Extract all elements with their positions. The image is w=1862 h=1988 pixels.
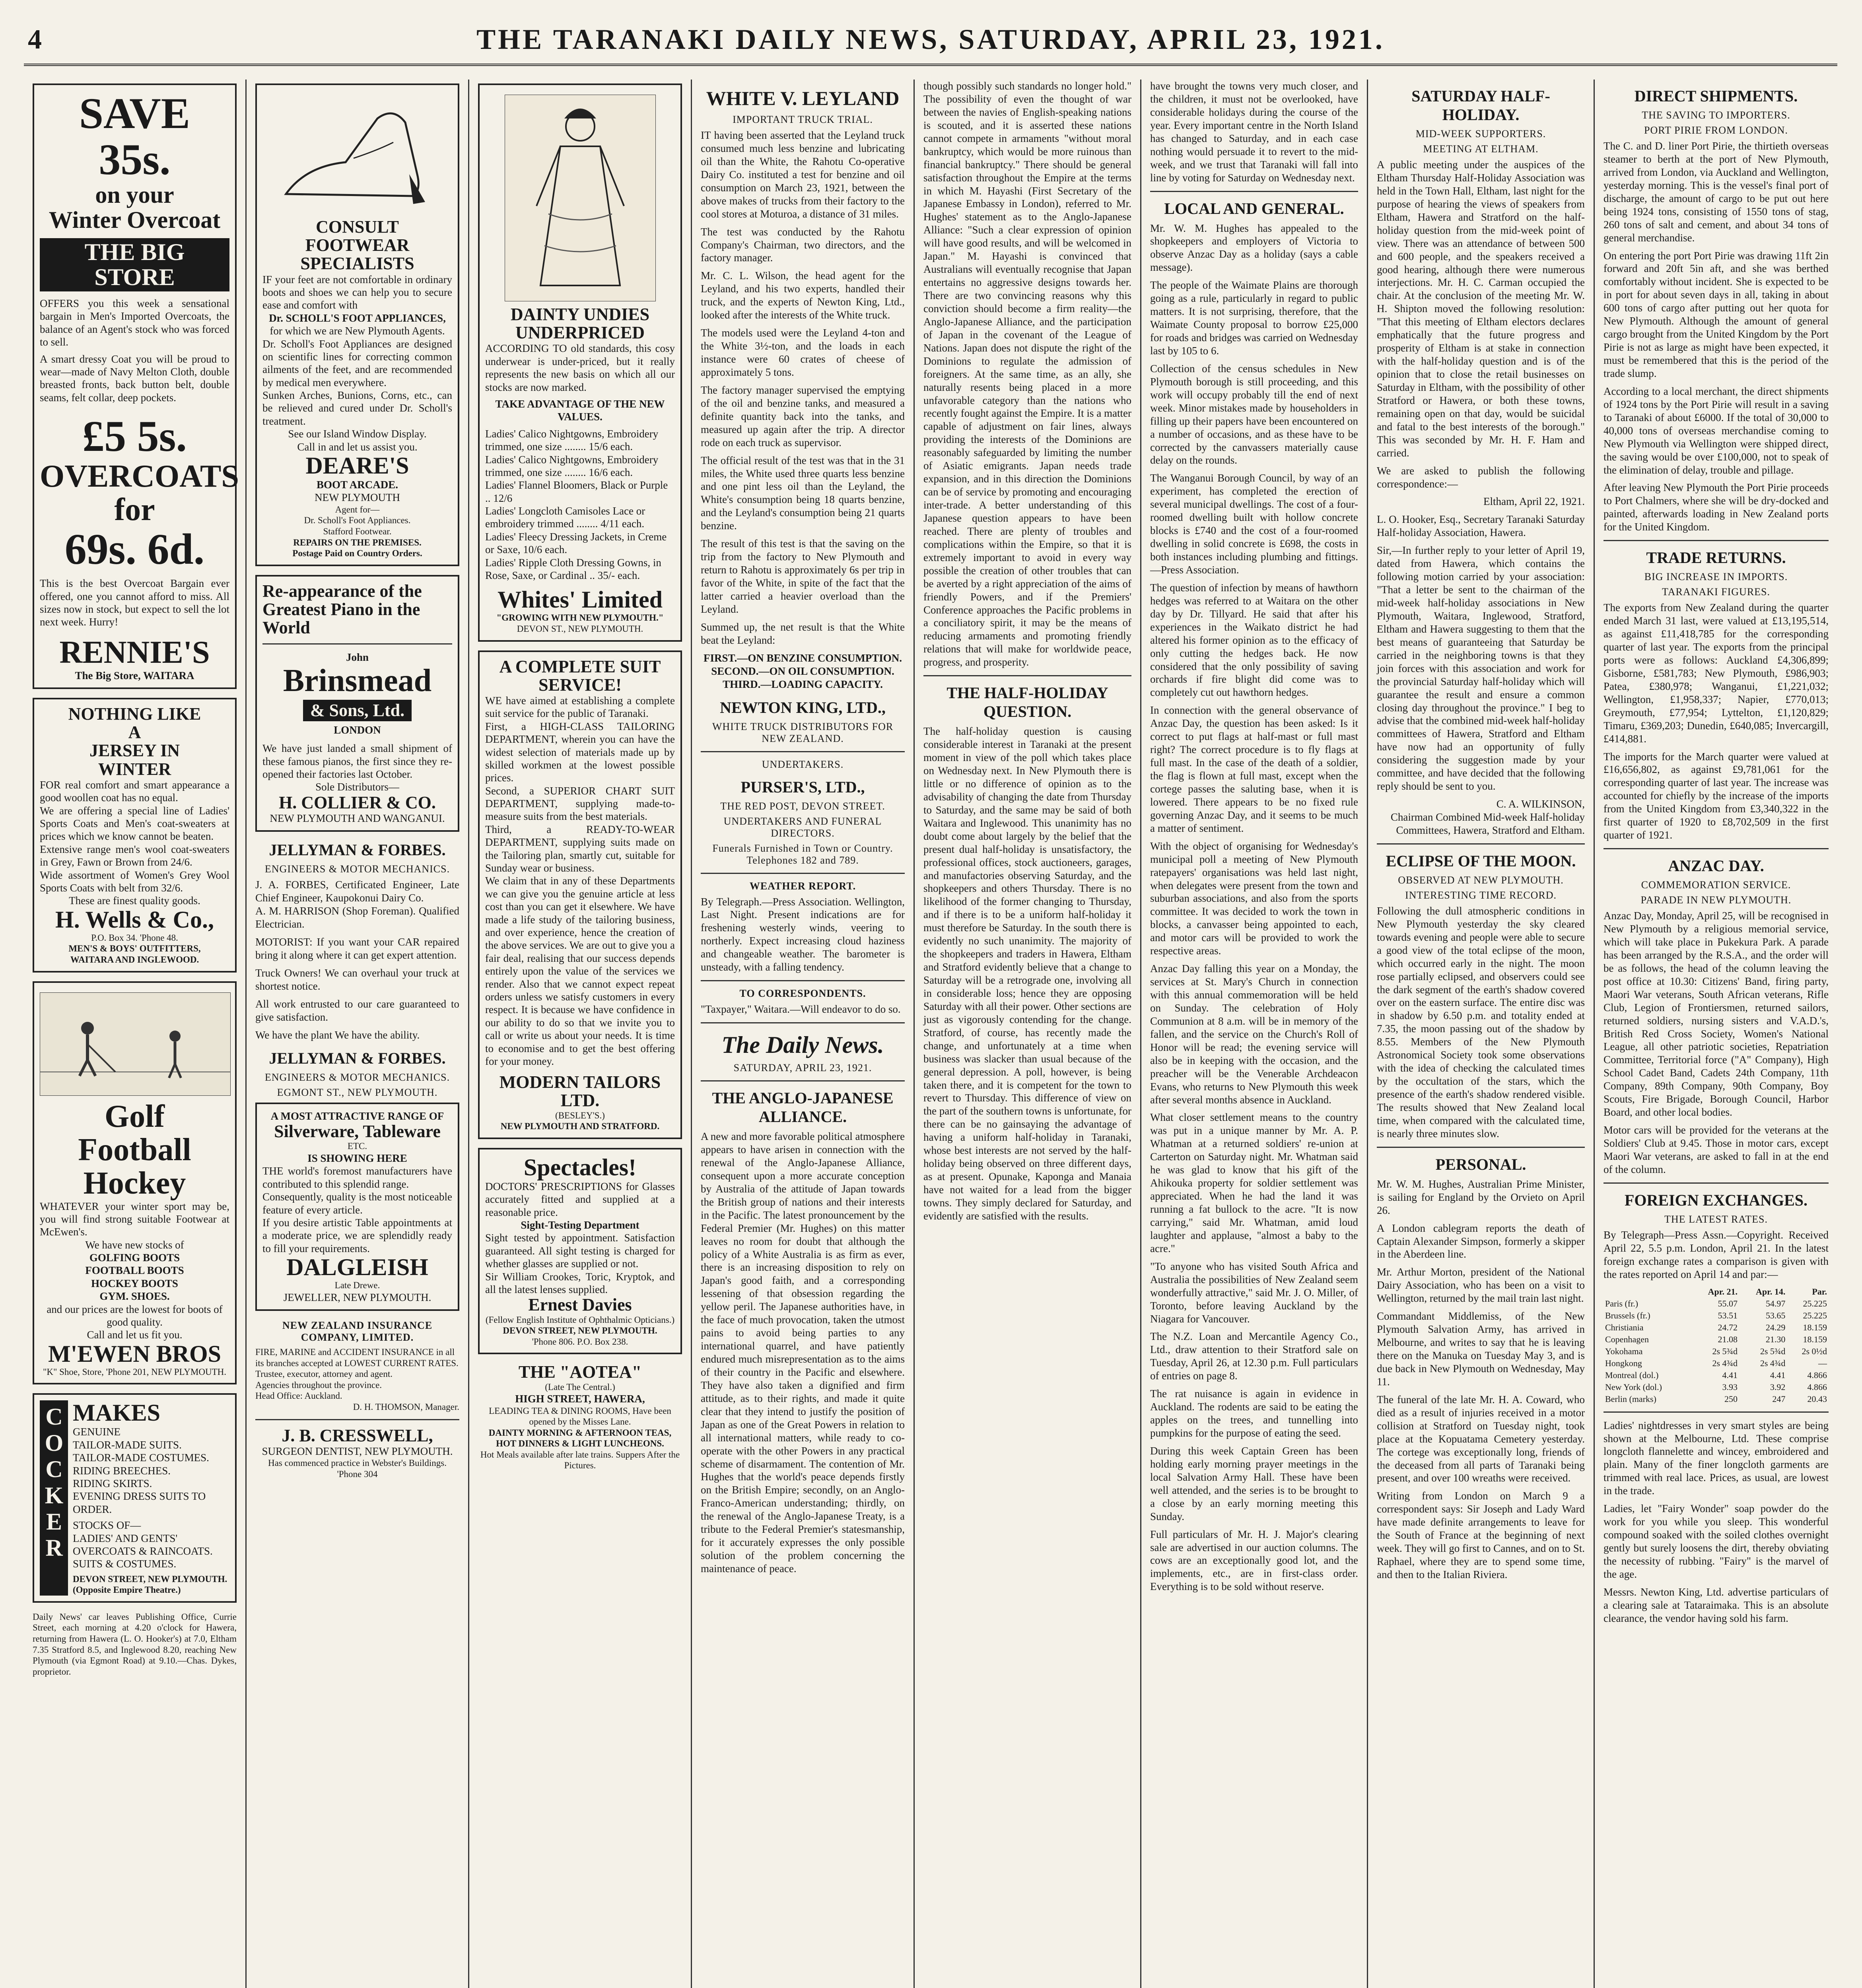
article-subheading: MEETING AT ELTHAM. xyxy=(1423,143,1539,155)
trade-returns-headline: TRADE RETURNS. xyxy=(1646,549,1786,567)
personal-item: Commandant Middlemiss, of the New Plymouth Salvation Army, has arrived in Melbourne, and writes to say that he is leaving there on the Manuka on Tuesday May 3, and is due back in New Plymouth on Wednesday, May 11. xyxy=(1377,1310,1585,1388)
purser-name: PURSER'S, LTD., xyxy=(741,778,865,796)
personal-item: Mr. W. M. Hughes, Australian Prime Minister, is sailing for England by the Orvieto on April 26. xyxy=(1377,1178,1585,1216)
whites-address: DEVON ST., NEW PLYMOUTH. xyxy=(517,624,643,634)
spectacles-heading: Spectacles! xyxy=(523,1154,637,1180)
exchange-cell: 2s 5¾d xyxy=(1760,1346,1786,1356)
tailors-copy: First, a HIGH-CLASS TAILORING DEPARTMENT, wherein you can have the widest selection of materials made up by skilled workmen at the lowest possible prices. xyxy=(485,720,675,784)
brinsmead-sons: & Sons, Ltd. xyxy=(303,700,412,721)
correspondents-note: "Taxpayer," Waitara.—Will endeavor to do so. xyxy=(701,1003,901,1015)
local-general-headline: LOCAL AND GENERAL. xyxy=(1164,199,1344,217)
nz-insurance-ad xyxy=(255,1320,459,1413)
wells-heading: A xyxy=(128,722,141,742)
jellyman-copy: MOTORIST: If you want your CAR repaired bring it along where it can get expert attention. xyxy=(255,936,459,961)
article-paragraph: The imports for the March quarter were valued at £16,656,802, as against £9,781,061 for the corresponding quarter of last year. The increase was accounted for chiefly by the increase of the imports from the United Kingdom from £3,340,322 in the first quarter of 1920 to £8,702,509 in the first quarter of 1921. xyxy=(1603,750,1829,841)
exchange-cell: New York (dol.) xyxy=(1605,1382,1662,1392)
exchange-header-cell xyxy=(1603,1286,1691,1298)
deare-agent: Agent for— Dr. Scholl's Foot Appliances. Stafford Footwear. xyxy=(304,504,411,536)
cocker-list: GENUINE TAILOR-MADE SUITS. TAILOR-MADE COSTUMES. RIDING BREECHES. RIDING SKIRTS. EVENING DRESS SUITS TO ORDER. xyxy=(73,1426,209,1515)
deare-ad xyxy=(255,83,459,566)
article-paragraph: The C. and D. liner Port Pirie, the thirtieth overseas steamer to berth at the port of New Plymouth, arrived from London, via Auckland and Wellington, yesterday morning. This is the vessel's final port of discharge, the amount of cargo to be put out here being 1924 tons, consisting of 1550 tons of stag, 260 tons of salt and cement, and about 34 tons of general merchandise. xyxy=(1603,140,1829,244)
exchange-row xyxy=(1603,1393,1829,1405)
mcewen-copy: WHATEVER your winter sport may be, you will find strong suitable Footwear at McEwen's. xyxy=(40,1200,229,1238)
column-4 xyxy=(692,80,915,1988)
exchange-cell: 20.43 xyxy=(1807,1394,1827,1404)
purser-sub: UNDERTAKERS AND FUNERAL DIRECTORS. xyxy=(723,815,882,839)
exchange-row xyxy=(1603,1310,1829,1322)
lady-illustration xyxy=(505,95,656,301)
rennie-subline: on your xyxy=(95,182,174,208)
eclipse-headline: ECLIPSE OF THE MOON. xyxy=(1386,852,1576,870)
article-paragraph: The models used were the Leyland 4-ton and the White 3½-ton, and the loads in each instance were 60 crates of cheese of approximately 5 tons. xyxy=(701,327,905,378)
column-7 xyxy=(1368,80,1595,1988)
article-subheading: COMMEMORATION SERVICE. xyxy=(1641,879,1791,891)
jellyman-sub: ENGINEERS & MOTOR MECHANICS. xyxy=(264,863,450,875)
exchange-table xyxy=(1603,1286,1829,1405)
spectacles-subheading: Sight-Testing Department xyxy=(521,1219,639,1231)
saturday-half-holiday-headline: SATURDAY HALF-HOLIDAY. xyxy=(1411,87,1550,124)
nz-insurance-heading: NEW ZEALAND INSURANCE COMPANY, LIMITED. xyxy=(282,1320,433,1343)
exchange-cell: 18.159 xyxy=(1803,1322,1827,1332)
rennie-for: for xyxy=(114,492,155,527)
rennie-copy: A smart dressy Coat you will be proud to wear—made of Navy Melton Cloth, double breasted fronts, back button belt, double seams, felt collar, deep pockets. xyxy=(40,353,229,404)
local-item: The question of infection by means of hawthorn hedges was referred to at Waitara on the other day by Dr. Tillyard. He said that after his experiences in the Waikato district he had altered his former opinion as to the efficacy of only cutting the hedges back. He now considered that the only possibility of saving orchards if fire blight did come was to completely cut out hawthorn hedges. xyxy=(1150,581,1358,699)
correspondents-heading: TO CORRESPONDENTS. xyxy=(739,988,866,1000)
column-1 xyxy=(24,80,247,1988)
rennie-name: RENNIE'S xyxy=(59,635,210,670)
truck-results: FIRST.—ON BENZINE CONSUMPTION. SECOND.—ON OIL CONSUMPTION. THIRD.—LOADING CAPACITY. xyxy=(703,652,902,690)
exchange-cell: 24.72 xyxy=(1718,1322,1738,1332)
article-paragraph: On entering the port Port Pirie was drawing 11ft 2in forward and 20ft 5in aft, and she was berthed comfortably without incident. She is expected to be in port for about seven days in all, taking in about 600 tons of cargo after putting out her quota for New Plymouth. Although the amount of general cargo brought from the United Kingdom by the Port Pirie is not as large as might have been expected, it must be remembered that this is the period of the trade slump. xyxy=(1603,249,1829,379)
exchange-header-cell: Apr. 14. xyxy=(1756,1286,1786,1297)
personal-item: Mr. Arthur Morton, president of the National Dairy Association, who has been on a visit to Wellington, returned by the mail train last night. xyxy=(1377,1266,1585,1305)
exchange-cell: 21.30 xyxy=(1765,1334,1786,1344)
whites-copy: ACCORDING TO old standards, this cosy underwear is under-priced, but it really represents the new basis on which all our stocks are now marked. xyxy=(485,342,675,393)
deare-copy: Call in and let us assist you. xyxy=(297,441,418,453)
exchange-row xyxy=(1603,1345,1829,1357)
newspaper-title: THE TARANAKI DAILY NEWS, SATURDAY, APRIL 23, 1921. xyxy=(476,23,1385,55)
exchange-row xyxy=(1603,1298,1829,1310)
article-subheading: PARADE IN NEW PLYMOUTH. xyxy=(1640,894,1792,906)
exchange-cell: — xyxy=(1818,1358,1827,1368)
wells-heading: WINTER xyxy=(98,759,171,779)
masthead-date: SATURDAY, APRIL 23, 1921. xyxy=(733,1062,872,1074)
jellyman-copy: All work entrusted to our care guaranteed to give satisfaction. xyxy=(255,998,459,1023)
exchange-cell: 4.866 xyxy=(1807,1370,1827,1380)
article-paragraph: A public meeting under the auspices of the Eltham Thursday Half-Holiday Association was held in the Town Hall, Eltham, last night for the purpose of hearing the views of speakers from Eltham, Hawera and Stratford on the half-holiday question from the mid-week point of view. There was an attendance of between 500 and 600 people, and the speakers received a good hearing, although there were numerous interjections. Mr. H. C. Carman occupied the chair. At the conclusion of the meeting Mr. W. H. Shipton moved the following resolution: "That this meeting of Eltham electors declares emphatically that the future progress and prosperity of Eltham is at stake in connection with the half-holiday question and is of the opinion that to close the retail businesses on Saturday in Eltham, with the possibility of other Stratford or Hawera, or both these towns, remaining open on that day, would be suicidal and fatal to the best interests of the borough." This was seconded by Mr. H. F. Ham and carried. xyxy=(1377,159,1585,459)
exchange-cell: 3.93 xyxy=(1722,1382,1738,1392)
half-holiday-headline: THE HALF-HOLIDAY QUESTION. xyxy=(947,684,1108,721)
dalgleish-heading: A MOST ATTRACTIVE RANGE OF xyxy=(270,1110,444,1122)
whites-slogan: "GROWING WITH NEW PLYMOUTH." xyxy=(496,613,664,623)
exchange-cell: 18.159 xyxy=(1803,1334,1827,1344)
collier-ad xyxy=(255,575,459,832)
tailors-copy: WE have aimed at establishing a complete suit service for the public of Taranaki. xyxy=(485,694,675,720)
dalgleish-etc: ETC. xyxy=(347,1141,367,1151)
advert-paragraph: Messrs. Newton King, Ltd. advertise particulars of a clearing sale at Tataraimaka. This is an absolute clearance, the vendor having sold his farm. xyxy=(1603,1586,1829,1624)
exchange-header-cell: Par. xyxy=(1812,1286,1827,1297)
deare-heading: CONSULT FOOTWEAR SPECIALISTS xyxy=(300,217,414,274)
direct-shipments-headline: DIRECT SHIPMENTS. xyxy=(1634,87,1798,105)
tailors-name: MODERN TAILORS LTD. xyxy=(499,1072,661,1110)
dalgleish-name: DALGLEISH xyxy=(286,1254,428,1281)
personal-item: A London cablegram reports the death of Captain Alexander Simpson, formerly a skipper in the Aberdeen line. xyxy=(1377,1222,1585,1260)
exchange-cell: 25.225 xyxy=(1803,1310,1827,1320)
cresswell-title: SURGEON DENTIST, NEW PLYMOUTH. xyxy=(262,1445,453,1457)
exchange-cell: Montreal (dol.) xyxy=(1605,1370,1659,1380)
advert-paragraph: Ladies, let "Fairy Wonder" soap powder do the work for you while you sleep. This wonderful compound soaked with the soiled clothes overnight gently but surely loosens the dirt, thereby obviating the necessity of rubbing. "Fairy" is the marvel of the age. xyxy=(1603,1503,1829,1580)
rennie-product: Winter Overcoat xyxy=(49,207,221,233)
collier-sole: Sole Distributors— xyxy=(315,781,399,793)
rennie-headline: SAVE 35s. xyxy=(79,89,190,184)
local-item: Anzac Day falling this year on a Monday, the services at St. Mary's Church in connection with this annual commemoration will be held on Sunday. The celebration of Holy Communion at 8 a.m. will be in memory of the fallen, and the service on the Church's Roll of Honor will be read; the evening service will also be in keeping with the occasion, and the preacher will be the Venerable Archdeacon Evans, who returns to New Plymouth this week after several months absence in Auckland. xyxy=(1150,963,1358,1106)
article-paragraph: The factory manager supervised the emptying of the oil and benzine tanks, and measured a definite quantity back into the tanks, and measured up again after the trip. A director rode on each truck as supervisor. xyxy=(701,384,905,448)
wells-copy: FOR real comfort and smart appearance a good woollen coat has no equal. xyxy=(40,779,229,804)
big-store-logo: THE BIG STORE xyxy=(40,238,229,291)
aotea-teas: DAINTY MORNING & AFTERNOON TEAS, HOT DINNERS & LIGHT LUNCHEONS. xyxy=(488,1427,672,1449)
deare-copy: Dr. Scholl's Foot Appliances are designed on scientific lines for correcting common ailments of the feet, and are recommended by medical men everywhere. xyxy=(262,338,452,388)
advert-paragraph: Ladies' nightdresses in very smart styles are being shown at the Melbourne, Ltd. These comprise longcloth flannelette and wincey, embroidered and plain. Many of the finer longcloth garments are trimmed with real lace. Prices, as usual, are lowest in the trade. xyxy=(1603,1419,1829,1497)
article-paragraph: According to a local merchant, the direct shipments of 1924 tons by the Port Pirie will result in a saving to Taranaki of about £6000. If the total of 30,000 to 40,000 tons of overseas merchandise coming to New Plymouth via Wellington were shipped direct, the saving would be over £100,000, not to speak of the elimination of delay, trouble and pillage. xyxy=(1603,385,1829,476)
tailors-sub: (BESLEY'S.) xyxy=(555,1110,605,1120)
mcewen-copy: Call and let us fit you. xyxy=(87,1329,183,1341)
personal-item: Writing from London on March 9 a correspondent says: Sir Joseph and Lady Ward have made definite arrangements to leave for the South of France at the beginning of next week. They will go first to Cannes, and on to St. Raphael, where they are to spend some time, and then to the Italian Riviera. xyxy=(1377,1490,1585,1580)
article-subheading: MID-WEEK SUPPORTERS. xyxy=(1415,128,1546,140)
dalgleish-copy: If you desire artistic Table appointments at a moderate price, we are splendidly ready to fill your requirements. xyxy=(262,1216,452,1254)
leader-headline: THE ANGLO-JAPANESE ALLIANCE. xyxy=(712,1089,894,1126)
exchange-cell: Yokohama xyxy=(1605,1346,1643,1356)
deare-repairs: REPAIRS ON THE PREMISES. Postage Paid on Country Orders. xyxy=(292,537,422,559)
exchange-cell: 25.225 xyxy=(1803,1298,1827,1309)
exchange-cell: 2s 4¾d xyxy=(1712,1358,1738,1368)
wells-copy: Wide assortment of Women's Grey Wool Sports Coats with belt from 32/6. xyxy=(40,869,229,894)
tailors-copy: Third, a READY-TO-WEAR DEPARTMENT, supplying suits made on the Tailoring plan, smartly cut, suitable for Sunday wear or business. xyxy=(485,823,675,874)
page-number: 4 xyxy=(28,24,42,55)
car-notice: Daily News' car leaves Publishing Office, Currie Street, each morning at 4.20 o'clock for Hawera, returning from Hawera (L. O. Hooker's) at 7.0, Eltham 7.35 Stratford 8.5, and Inglewood 8.20, reaching New Plymouth (via Egmont Road) at 9.10.—Chas. Dykes, proprietor. xyxy=(33,1611,237,1677)
article-paragraph: L. O. Hooker, Esq., Secretary Taranaki Saturday Half-holiday Association, Hawera. xyxy=(1377,513,1585,539)
article-subheading: INTERESTING TIME RECORD. xyxy=(1405,889,1557,901)
exchange-cell: 250 xyxy=(1724,1394,1738,1404)
mcewen-ad xyxy=(33,981,237,1385)
local-item: During this week Captain Green has been holding early morning prayer meetings in the local Salvation Army Hall. These have been well attended, and the series is to be brought to a close by an early morning meeting this Sunday. xyxy=(1150,1444,1358,1522)
cocker-name: COCKER xyxy=(40,1400,68,1595)
dalgleish-late: Late Drewe. xyxy=(334,1280,380,1291)
cresswell-ad xyxy=(255,1427,459,1480)
wells-heading: JERSEY IN xyxy=(89,741,180,761)
article-paragraph: The test was conducted by the Rahotu Company's Chairman, two directors, and the factory manager. xyxy=(701,225,905,264)
wells-copy: We are offering a special line of Ladies' Sports Coats and Men's coat-sweaters at prices which we know cannot be beaten. xyxy=(40,804,229,843)
jellyman-ad xyxy=(255,841,459,1098)
aotea-address: HIGH STREET, HAWERA, xyxy=(515,1393,645,1405)
deare-town: NEW PLYMOUTH xyxy=(314,491,400,504)
spectacles-copy: DOCTORS' PRESCRIPTIONS for Glasses accurately fitted and supplied at a reasonable price. xyxy=(485,1180,675,1218)
exchange-cell: 21.08 xyxy=(1718,1334,1738,1344)
local-item: The rat nuisance is again in evidence in Auckland. The rodents are said to be eating the apples on the trees, and tunnelling into pumpkins for the purpose of eating the seed. xyxy=(1150,1388,1358,1439)
dalgleish-copy: THE world's foremost manufacturers have contributed to this splendid range. xyxy=(262,1165,452,1190)
article-paragraph: Motor cars will be provided for the veterans at the Soldiers' Club at 9.45. Those in motor cars, except Maori War veterans, are asked to fall in at the end of the column. xyxy=(1603,1124,1829,1175)
column-8 xyxy=(1595,80,1837,1988)
davies-sub: (Fellow English Institute of Ophthalmic Opticians.) xyxy=(485,1314,675,1325)
whites-heading: DAINTY UNDIES UNDERPRICED xyxy=(510,305,650,343)
collier-heading: Re-appearance of the Greatest Piano in the World xyxy=(262,581,422,638)
undertakers-heading: UNDERTAKERS. xyxy=(762,758,844,770)
exchange-cell: 4.41 xyxy=(1722,1370,1738,1380)
exchange-cell: 4.41 xyxy=(1770,1370,1786,1380)
rennie-overcoats: OVERCOATS xyxy=(40,458,239,494)
mcewen-address: "K" Shoe, Store, 'Phone 201, NEW PLYMOUTH. xyxy=(43,1367,226,1377)
local-item: What closer settlement means to the country was put in a unique manner by Mr. A. P. Whatman at a returned soldiers' re-union at Carterton on Saturday night. Mr. Whatman said he was glad to know that his gift of the Ahikouka property for soldier settlement was appreciated. When he had the land it was running a fat bullock to the acre. "It is now carrying," said Mr. Whatman, amid loud laughter and applause, "almost a baby to the acre." xyxy=(1150,1111,1358,1254)
wells-copy: Extensive range men's wool coat-sweaters in Grey, Fawn or Brown from 24/6. xyxy=(40,843,229,868)
local-item: "To anyone who has visited South Africa and Australia the possibilities of New Zealand seem wonderfully attractive," said Mr. J. O. Miller, of Toronto, before leaving Auckland by the Niagara for Vancouver. xyxy=(1150,1260,1358,1325)
mcewen-items: GOLFING BOOTS FOOTBALL BOOTS HOCKEY BOOTS GYM. SHOES. xyxy=(85,1252,184,1303)
rennie-copy: This is the best Overcoat Bargain ever offered, one you cannot afford to miss. All sizes now in stock, but expect to sell the lot next week. Hurry! xyxy=(40,577,229,628)
rennie-old-price: £5 5s. xyxy=(82,412,187,461)
article-paragraph: Mr. C. L. Wilson, the head agent for the Leyland, and his two experts, handled their truck, and the experts of Newton King, Ltd., looked after the interests of the White truck. xyxy=(701,270,905,321)
exchange-row xyxy=(1603,1381,1829,1393)
half-holiday-continued: have brought the towns very much closer, and the children, it must not be overlooked, have considerable holidays during the course of the year. Every important centre in the North Island has changed to Saturday, and in each case nothing would persuade it to revert to the mid-week, and we trust that Taranaki will fall into line by voting for Saturday on Wednesday next. xyxy=(1150,80,1358,184)
column-3 xyxy=(469,80,692,1988)
nz-insurance-copy: FIRE, MARINE and ACCIDENT INSURANCE in all its branches accepted at LOWEST CURRENT RATES. Trustee, executor, attorney and agent. Agencies throughout the province. Head Office: Auckland. xyxy=(255,1347,459,1401)
local-item: The N.Z. Loan and Mercantile Agency Co., Ltd., draw attention to their Stratford sale on Tuesday, April 26, at 12.30 p.m. Full particulars of entries on page 8. xyxy=(1150,1330,1358,1382)
tailors-heading: A COMPLETE SUIT SERVICE! xyxy=(499,656,661,695)
mcewen-heading: Football xyxy=(78,1132,191,1167)
deare-sub: BOOT ARCADE. xyxy=(316,479,398,491)
cresswell-name: J. B. CRESSWELL, xyxy=(282,1425,433,1445)
purser-copy: Funerals Furnished in Town or Country. Telephones 182 and 789. xyxy=(712,842,893,866)
exchange-cell: 54.97 xyxy=(1765,1298,1786,1309)
whites-ad xyxy=(478,83,682,642)
exchange-cell: 2s 0½d xyxy=(1802,1346,1827,1356)
column-5 xyxy=(915,80,1141,1988)
collier-firm: H. COLLIER & CO. xyxy=(279,792,436,812)
cocker-heading: MAKES xyxy=(73,1400,161,1426)
dalgleish-ad xyxy=(255,1103,459,1311)
article-subheading: THE SAVING TO IMPORTERS. xyxy=(1642,109,1790,121)
collier-towns: NEW PLYMOUTH AND WANGANUI. xyxy=(270,812,445,825)
anzac-day-headline: ANZAC DAY. xyxy=(1668,857,1764,875)
jellyman-sub: ENGINEERS & MOTOR MECHANICS. xyxy=(264,1071,450,1083)
article-paragraph: The exports from New Zealand during the quarter ended March 31 last, were valued at £13,195,514, as against £11,418,785 for the corresponding quarter of last year. The exports from the principal ports were as follows: Auckland £4,306,899; Gisborne, £581,783; New Plymouth, £986,903; Patea, £380,978; Wanganui, £1,221,032; Wellington, £1,958,337; Napier, £770,013; Greymouth, £77,954; Lyttelton, £1,120,829; Timaru, £369,203; Dunedin, £640,085; Invercargill, £414,881. xyxy=(1603,602,1829,745)
article-subheading: OBSERVED AT NEW PLYMOUTH. xyxy=(1398,874,1564,886)
article-subheading: THE LATEST RATES. xyxy=(1664,1213,1768,1225)
purser-address: THE RED POST, DEVON STREET. xyxy=(720,800,885,812)
leader-paragraph: A new and more favorable political atmosphere appears to have arisen in connection with the renewal of the Anglo-Japanese Alliance, consequent upon a more accurate conception by Australia of the attitude of Japan towards the British group of nations and their interests in the Pacific. The latest pronouncement by the Federal Premier (Mr. Hughes) on this matter leaves no room for doubt that although the policy of a White Australia is as firm as ever, there is an increasing disposition to rely on Japan's good faith, and a corresponding lessening of that obsession regarding the yellow peril. The Japanese authorities have, in the face of much provocation, taken the utmost pains to avoid being parties to any international quarrel, and have patiently endured much misrepresentation as to the aims of their country in the Pacific and elsewhere. They have also taken a dignified and firm attitude, as to their rights, and made it quite clear that they intend to justify the position of Japan as one of the Great Powers in relation to all international matters, while ready to co-operate with the other Powers in any practical scheme of disarmament. The contention of Mr. Hughes that the world's peace depends firstly on the British Empire; secondly, on an Anglo-Franco-American understanding; thirdly, on the renewal of the Anglo-Japanese Treaty, is a tribute to the Federal Premier's statesmanship, for it accurately expresses the only possible solution of the problem concerning the maintenance of peace. xyxy=(701,1130,905,1574)
whites-name: Whites' Limited xyxy=(498,586,663,613)
deare-copy: See our Island Window Display. xyxy=(288,428,427,440)
article-subheading: PORT PIRIE FROM LONDON. xyxy=(1644,124,1788,136)
jellyman-copy: We have the plant We have the ability. xyxy=(255,1029,420,1041)
exchange-cell: 24.29 xyxy=(1765,1322,1786,1332)
jellyman-heading: JELLYMAN & FORBES. xyxy=(269,841,446,859)
mcewen-copy: We have new stocks of xyxy=(85,1239,184,1251)
aotea-heading: THE "AOTEA" xyxy=(518,1362,642,1382)
wells-town: WAITARA AND INGLEWOOD. xyxy=(70,954,199,965)
tailors-address: NEW PLYMOUTH AND STRATFORD. xyxy=(500,1121,660,1132)
exchange-cell: 2s 4¾d xyxy=(1760,1358,1786,1368)
rennie-new-price: 69s. 6d. xyxy=(64,524,205,573)
article-paragraph: After leaving New Plymouth the Port Pirie proceeds to Port Chalmers, where she will be dry-docked and painted, afterwards loading in New Zealand ports for the United Kingdom. xyxy=(1603,481,1829,533)
exchange-cell: 3.92 xyxy=(1770,1382,1786,1392)
brinsmead-name: Brinsmead xyxy=(283,663,432,698)
local-item: Full particulars of Mr. H. J. Major's clearing sale are advertised in our auction columns. The cows are an exceptionally good lot, and the implements, etc., are in first-class order. Everything is to be sold without reserve. xyxy=(1150,1528,1358,1593)
weather-report: By Telegraph.—Press Association. Wellington, Last Night. Present indications are for freshening westerly winds, veering to northerly. Expect increasing cloud haziness and changeable weather. The barometer is unsteady, with a falling tendency. xyxy=(701,895,905,973)
dalgleish-address: JEWELLER, NEW PLYMOUTH. xyxy=(283,1291,431,1303)
newspaper-masthead: The Daily News. xyxy=(721,1032,884,1058)
deare-name: DEARE'S xyxy=(305,452,409,479)
davies-address: DEVON STREET, NEW PLYMOUTH. xyxy=(503,1326,657,1336)
mcewen-name: M'EWEN BROS xyxy=(48,1340,222,1367)
aotea-sub: (Late The Central.) xyxy=(545,1382,615,1392)
exchange-row xyxy=(1603,1334,1829,1345)
wells-name: H. Wells & Co., xyxy=(55,906,214,933)
column-6 xyxy=(1141,80,1368,1988)
exchange-cell: 53.65 xyxy=(1765,1310,1786,1320)
personal-headline: PERSONAL. xyxy=(1435,1155,1526,1173)
article-paragraph: Following the dull atmospheric conditions in New Plymouth yesterday the sky cleared towards evening and people were able to secure a good view of the total eclipse of the moon, which occurred early in the night. The moon rose partially eclipsed, and observers could see the dark segment of the earth's shadow covered over on the eastern surface. The entire disc was in shadow by 6.50 p.m. and totality ended at 7.35, the moon passing out of the shadow by 8.55. Members of the New Plymouth Astronomical Society took some observations with the idea of checking the calculated times by the occultation of the stars, which the presence of the earth's shadow rendered visible. The results showed that New Zealand local time, when compared with the calculated time, is nearly three minutes slow. xyxy=(1377,905,1585,1140)
exchange-row xyxy=(1603,1322,1829,1334)
mcewen-copy: and our prices are the lowest for boots of good quality. xyxy=(47,1303,223,1328)
deare-copy: for which we are New Plymouth Agents. xyxy=(270,325,445,337)
exchange-header-cell: Apr. 21. xyxy=(1708,1286,1738,1297)
exchange-cell: Hongkong xyxy=(1605,1358,1642,1368)
rennie-copy: OFFERS you this week a sensational bargain in Men's Imported Overcoats, the balance of an Agent's stock who was forced to sell. xyxy=(40,297,229,348)
article-subheading: BIG INCREASE IN IMPORTS. xyxy=(1644,571,1788,583)
aotea-copy: LEADING TEA & DINING ROOMS, Have been opened by the Misses Lane. xyxy=(489,1406,671,1427)
whites-subheading: TAKE ADVANTAGE OF THE NEW VALUES. xyxy=(495,398,665,423)
whites-list: Ladies' Calico Nightgowns, Embroidery trimmed, one size ........ 15/6 each. Ladies' Calico Nightgowns, Embroidery trimmed, one size ........ 16/6 each. Ladies' Flannel Bloomers, Black or Purple .. 12/6 Ladies' Longcloth Camisoles Lace or embroidery trimmed ........ 4/11 each. Ladies' Fleecy Dressing Jackets, in Creme or Saxe, 10/6 each. Ladies' Ripple Cloth Dressing Gowns, in Rose, Saxe, or Cardinal .. 35/- each. xyxy=(485,427,668,582)
letter-signature: C. A. WILKINSON, Chairman Combined Mid-week Half-holiday Committees, Hawera, Stratford and Eltham. xyxy=(1390,798,1585,836)
column-2 xyxy=(247,80,469,1988)
article-paragraph: Anzac Day, Monday, April 25, will be recognised in New Plymouth by a religious memorial service, which will take place in Pukekura Park. A parade has been arranged by the R.S.A., and the order will be as follows, the head of the column leaving the post office at 10.30: Citizens' Band, firing party, Maori War veterans, South African veterans, Rifle Club, Legion of Frontiersmen, returned sailors, returned soldiers, nursing sisters and V.A.D.'s, British Red Cross Society, Women's National League, all other patriotic societies, Repatriation Committee, Territorial force ("A" Company), High School Cadet Band, Cadets 24th Company, 11th Company, 89th Company, 90th Company, Boy Scouts, Fire Brigade, Borough Council, Harbor Board, and other local bodies. xyxy=(1603,910,1829,1118)
local-item: The people of the Waimate Plains are thorough going as a rule, particularly in regard to public matters. It is not surprising, therefore, that the Waimate County proposal to borrow £25,000 for roads and bridges was carried on Wednesday last by 105 to 6. xyxy=(1150,279,1358,357)
tailors-copy: We claim that in any of these Departments we can give you the genuine article at less cost than you can get it elsewhere. We have made a life study of the tailoring business, and over experience, hence the creation of the above services. We are out to give you a fair deal, realising that our success depends entirely upon the value of the services we render. Also that we cannot expect repeat orders unless we satisfy customers in every respect. It is because we have confidence in our ability to do so that we invite you to call or write us about your needs. It is time to economise and to get the best offering for your money. xyxy=(485,875,675,1067)
exchange-row xyxy=(1603,1369,1829,1381)
local-item: The Wanganui Borough Council, by way of an experiment, has completed the erection of several municipal dwellings. The cost of a four-roomed dwelling built with hollow concrete blocks is £740 and the cost of a four-roomed dwelling in solid concrete is £698, the costs in both instances including plumbing and fittings.—Press Association. xyxy=(1150,472,1358,576)
mcewen-heading: Hockey xyxy=(83,1165,186,1201)
cocker-stocks: STOCKS OF— LADIES' AND GENTS' OVERCOATS & RAINCOATS. SUITS & COSTUMES. xyxy=(73,1519,213,1570)
shoe-illustration xyxy=(274,95,441,214)
modern-tailors-ad xyxy=(478,650,682,1139)
dalgleish-copy: Consequently, quality is the most noticeable feature of every article. xyxy=(262,1191,452,1216)
exchange-cell: 247 xyxy=(1772,1394,1786,1404)
personal-item: The funeral of the late Mr. H. A. Coward, who died as a result of injuries received in a motor collision at Stratford on Tuesday night, took place at the Kopuatama Cemetery yesterday. The cortege was exceptionally long, friends of the deceased from all parts of Taranaki being present, and over 100 wreaths were received. xyxy=(1377,1393,1585,1484)
exchange-cell: 55.07 xyxy=(1718,1298,1738,1309)
newton-king-sub: WHITE TRUCK DISTRIBUTORS FOR NEW ZEALAND. xyxy=(712,720,894,744)
collier-john: John xyxy=(346,651,369,664)
article-paragraph: IT having been asserted that the Leyland truck consumed much less benzine and lubricating oil than the White, the Rahotu Co-operative Dairy Co. instituted a test for benzine and oil consumption on March 23, 1921, between the above makes of trucks from their factory to the cool stores at Moturoa, a distance of 31 miles. xyxy=(701,129,905,220)
wells-ad xyxy=(33,698,237,972)
deare-copy: IF your feet are not comfortable in ordinary boots and shoes we can help you to secure ease and comfort with xyxy=(262,273,452,311)
page-header xyxy=(24,16,1837,66)
nz-insurance-manager: D. H. THOMSON, Manager. xyxy=(353,1402,459,1412)
davies-name: Ernest Davies xyxy=(528,1295,632,1315)
article-paragraph: We are asked to publish the following correspondence:— xyxy=(1377,464,1585,490)
aotea-copy: Hot Meals available after late trains. Suppers After the Pictures. xyxy=(480,1449,680,1471)
exchange-row xyxy=(1603,1357,1829,1369)
half-holiday-paragraph: The half-holiday question is causing considerable interest in Taranaki at the present moment in view of the poll which takes place on Wednesday next. In New Plymouth there is little or no difference of opinion as to the advisability of changing the date from Thursday to Saturday, and the same may be said of both Waitara and Inglewood. This unanimity has no doubt come about largely by the belief that the present dual half-holiday is unsatisfactory, the professional offices, stock auctioneers, garages, and manufactories observing Saturday, and the shopkeepers and others Thursday. There is no likelihood of the former changing to Thursday, and if there is to be a uniform half-holiday it must therefore be Saturday. In the south there is evidently no such unanimity. The majority of the shopkeepers and traders in Hawera, Eltham and Stratford evidently believe that a change to Saturday will be a retrograde one, involving all in considerable loss; hence they are opposing Saturday with all their power. Other sections are just as vigorously contending for the change. Stratford, of course, has recently made the change, and unfortunately at a time when business was slacker than usual because of the general depression. A poll, however, is being taken there, and it is competent for the town to revert to Thursday. This difference of view on the part of the southern towns is unfortunate, for there can be no gainsaying the advantage of having a uniform half-holiday in Taranaki, whose best interests are not served by the half-holiday being observed on three different days, as at present. Opunake, Kaponga and Manaia have not waited for a lead from the bigger towns. They simply declared for Saturday, and evidently are satisfied with the results. xyxy=(923,725,1131,1222)
jellyman-address: EGMONT ST., NEW PLYMOUTH. xyxy=(277,1086,438,1098)
deare-copy: Sunken Arches, Bunions, Corns, etc., can be relieved and cured under Dr. Scholl's treatment. xyxy=(262,389,452,427)
article-paragraph: Summed up, the net result is that the White beat the Leyland: xyxy=(701,621,905,646)
local-item: With the object of organising for Wednesday's municipal poll a meeting of New Plymouth ratepayers' organisations was held last night, when delegates were present from the town and suburban associations, and also from the sports committee. It was decided to work the town in blocks, a canvasser being appointed to each, and motor cars will be provided to work the respective areas. xyxy=(1150,840,1358,957)
article-paragraph: The official result of the test was that in the 31 miles, the White used three quarts less benzine and one pint less oil than the Leyland, the White's consumption being 18 quarts benzine, and the Leyland's consumption being 21 quarts benzine. xyxy=(701,454,905,532)
exchange-table-header xyxy=(1603,1286,1829,1298)
weather-heading: WEATHER REPORT. xyxy=(749,880,856,892)
leader-continued: though possibly such standards no longer hold." The possibility of even the thought of war between the navies of English-speaking nations is scouted, and it is asserted these nations cannot compete in armaments "without moral bankruptcy, which would be more ruinous than financial bankruptcy." There should be general satisfaction throughout the Empire at the terms in which M. Hayashi (First Secretary of the Japanese Embassy in London), referred to Mr. Hughes' statement as to the Anglo-Japanese Alliance: "Such a clear expression of opinion will have good results, and will be welcomed in Japan." M. Hayashi is convinced that Australians will eventually recognise that Japan entertains no aggressive designs towards her. There are two convincing reasons why this conviction should become a firm reality—the Anglo-Japanese Alliance, and the participation of Japan in the covenant of the League of Nations. Japan does not dispute the right of the Dominions to regulate the admission of foreigners. At the same time, as an ally, she naturally resents being placed in a more unfavorable category than the nations who recently fought against the Empire. It is a matter capable of adjustment on fair lines, always providing the interests of the Dominions are reasonably safeguarded by limiting the number of Asiatic emigrants. Japan needs trade expansion, and in this direction the Dominions can be of service by promoting and encouraging inter-trade. A better understanding of this Japanese question appears to have been reached. There are plenty of troubles and complications within the Empire, so that it is extremely important to avoid in every way possible the creation of other troubles that can be averted by a right appreciation of the aims of friendly Powers, and if the Premiers' Conference approaches the Pacific problems in a conciliatory spirit, it may be the means of reducing armaments and promoting friendly relations that will make for worldwide peace, progress, and prosperity. xyxy=(923,80,1131,668)
cocker-ad xyxy=(33,1393,237,1602)
exchange-cell: 2s 5¾d xyxy=(1712,1346,1738,1356)
article-paragraph: Sir,—In further reply to your letter of April 19, dated from Hawera, which contains the following motion carried by your association: "That a letter be sent to the chairman of the mid-week half-holiday associations in New Plymouth, Waitara, Inglewood, Stratford, Eltham and Hawera suggesting to them that the best means of guaranteeing that Saturday be carried in the neighboring towns is that they join forces with this association and work for the provincial Saturday half-holiday which will guarantee the result and ensure a common closing day throughout the province." I beg to advise that the combined mid-week half-holiday committees of Hawera, Stratford and Eltham have now had an opportunity of fully considering the suggestion made by your committee, and have decided that the following reply should be sent to you. xyxy=(1377,544,1585,792)
local-item: In connection with the general observance of Anzac Day, the question has been asked: Is it correct to put flags at half-mast or full mast right? The correct procedure is to fly flags at full mast. In the case of the death of a soldier, the flag is flown at full mast, except when the cortege passes the saluting base, when it is lowered. There appears to be no fixed rule governing Anzac Day, and it seems to be much a matter of sentiment. xyxy=(1150,704,1358,834)
spectacles-ad xyxy=(478,1148,682,1354)
spectacles-copy: Sight tested by appointment. Satisfaction guaranteed. All sight testing is charged for whether glasses are supplied or not. xyxy=(485,1232,675,1270)
article-subheading: TARANAKI FIGURES. xyxy=(1662,586,1771,598)
golfers-illustration xyxy=(40,992,231,1096)
jellyman-copy: Truck Owners! We can overhaul your truck at shortest notice. xyxy=(255,967,459,992)
aotea-ad xyxy=(478,1363,682,1471)
foreign-exchanges-headline: FOREIGN EXCHANGES. xyxy=(1624,1191,1808,1209)
exchange-cell: 53.51 xyxy=(1718,1310,1738,1320)
exchange-cell: Brussels (fr.) xyxy=(1605,1310,1650,1320)
exchange-cell: Berlin (marks) xyxy=(1605,1394,1656,1404)
exchange-cell: Copenhagen xyxy=(1605,1334,1649,1344)
exchange-intro: By Telegraph—Press Assn.—Copyright. Received April 22, 5.5 p.m. London, April 21. In the latest foreign exchange rates a comparison is given with the rates reported on April 14 and par:— xyxy=(1603,1229,1829,1280)
scholl-product: Dr. SCHOLL'S FOOT APPLIANCES, xyxy=(269,312,446,324)
exchange-cell: Paris (fr.) xyxy=(1605,1298,1638,1309)
wells-heading: NOTHING LIKE xyxy=(68,704,201,724)
local-item: Mr. W. M. Hughes has appealed to the shopkeepers and employers of Victoria to observe Anzac Day as a holiday (says a cable message). xyxy=(1150,222,1358,274)
newton-king-name: NEWTON KING, LTD., xyxy=(720,698,886,716)
article-headline: WHITE V. LEYLAND xyxy=(706,87,900,109)
rennie-ad xyxy=(33,83,237,689)
davies-phone: 'Phone 806. P.O. Box 238. xyxy=(532,1336,628,1347)
letter-dateline: Eltham, April 22, 1921. xyxy=(1483,495,1585,508)
wells-box: P.O. Box 34. 'Phone 48. xyxy=(91,932,178,943)
wells-copy: These are finest quality goods. xyxy=(69,895,200,907)
wells-line: MEN'S & BOYS' OUTFITTERS, xyxy=(68,944,201,954)
cocker-address: DEVON STREET, NEW PLYMOUTH. (Opposite Empire Theatre.) xyxy=(73,1574,227,1595)
local-item: Collection of the census schedules in New Plymouth borough is still proceeding, and this work will occupy probably till the end of next week. Minor mistakes made by householders in filling up their papers have been encountered on a number of occasions, and as these have to be corrected by the canvassers materially cause delay on the rounds. xyxy=(1150,362,1358,466)
rennie-address: The Big Store, WAITARA xyxy=(75,669,194,681)
tailors-copy: Second, a SUPERIOR CHART SUIT DEPARTMENT, supplying made-to-measure suits from the best materials. xyxy=(485,784,675,823)
article-paragraph: The result of this test is that the saving on the trip from the factory to New Plymouth and return to Rahotu is approximately 6s per trip in favor of the White, in spite of the fact that the latter carried a heavier overload than the Leyland. xyxy=(701,538,905,615)
dalgleish-title: Silverware, Tableware xyxy=(274,1122,441,1142)
dalgleish-showing: IS SHOWING HERE xyxy=(307,1152,407,1164)
jellyman-heading: JELLYMAN & FORBES. xyxy=(269,1049,446,1067)
exchange-cell: 4.866 xyxy=(1807,1382,1827,1392)
article-subheading: IMPORTANT TRUCK TRIAL. xyxy=(733,114,873,125)
cresswell-copy: Has commenced practice in Webster's Buildings. 'Phone 304 xyxy=(268,1458,447,1479)
jellyman-names: J. A. FORBES, Certificated Engineer, Late Chief Engineer, Kaupokonui Dairy Co. A. M. HARRISON (Shop Foreman). Qualified Electrician. xyxy=(255,879,459,930)
exchange-cell: Christiania xyxy=(1605,1322,1644,1332)
collier-copy: We have just landed a small shipment of these famous pianos, the first since they re-opened their factories last October. xyxy=(262,742,452,780)
mcewen-heading: Golf xyxy=(104,1099,165,1134)
spectacles-copy: Sir William Crookes, Toric, Kryptok, and all the latest lenses supplied. xyxy=(485,1270,675,1295)
collier-city: LONDON xyxy=(334,724,381,736)
